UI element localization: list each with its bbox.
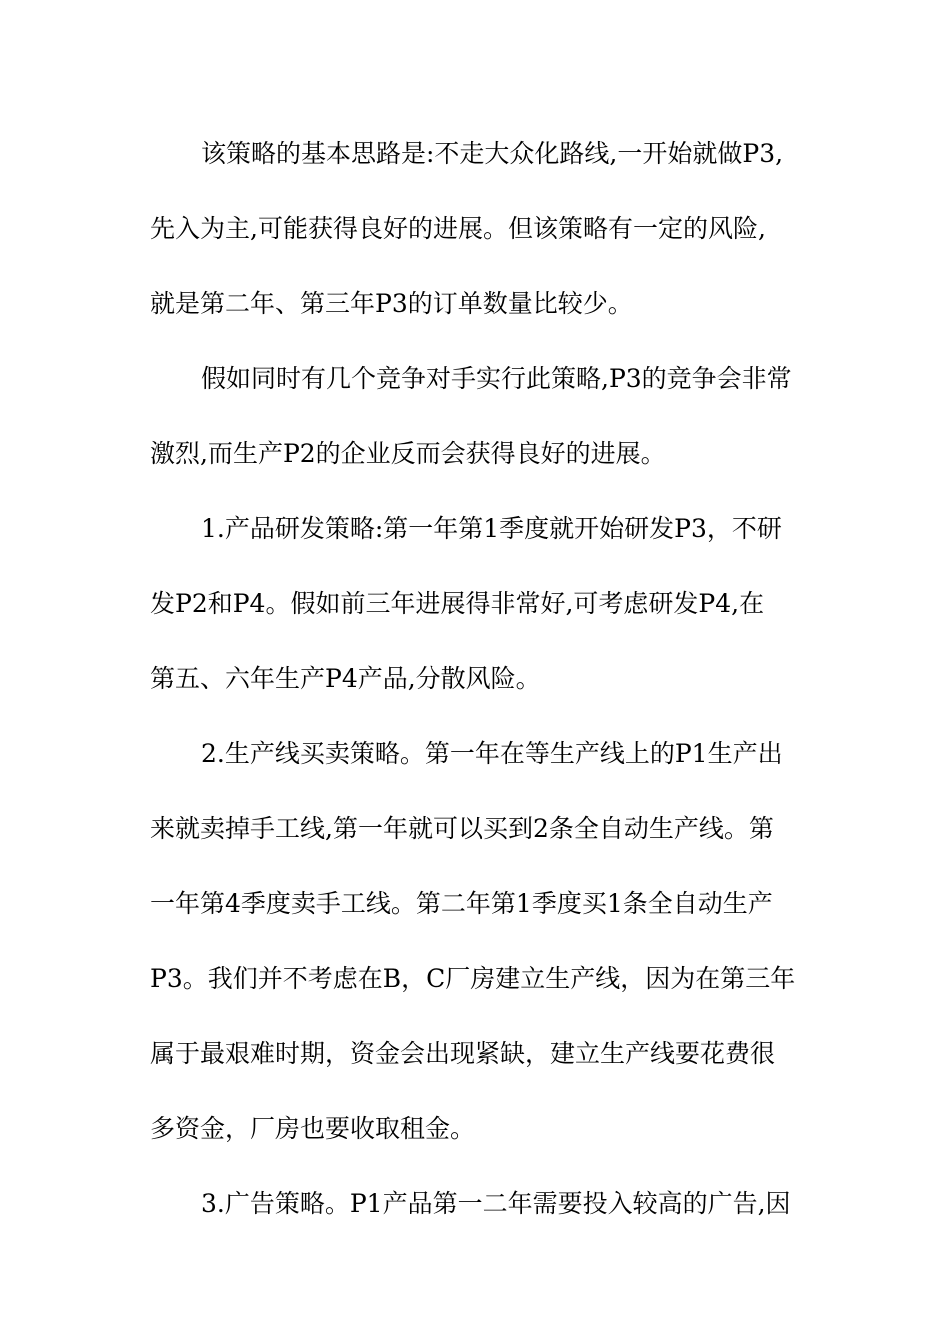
paragraph-3-line-1: 1.产品研发策略:第一年第1季度就开始研发P3，不研: [201, 514, 782, 543]
paragraph-4-line-2: 来就卖掉手工线,第一年就可以买到2条全自动生产线。第: [150, 814, 774, 843]
paragraph-1-line-2: 先入为主,可能获得良好的进展。但该策略有一定的风险,: [150, 214, 766, 243]
paragraph-1-line-1: 该策略的基本思路是:不走大众化路线,一开始就做P3,: [201, 139, 784, 168]
paragraph-1-line-3: 就是第二年、第三年P3的订单数量比较少。: [150, 289, 633, 318]
paragraph-4-line-3: 一年第4季度卖手工线。第二年第1季度买1条全自动生产: [150, 889, 773, 918]
document-body: [150, 116, 810, 1241]
paragraph-3-line-3: 第五、六年生产P4产品,分散风险。: [150, 664, 541, 693]
paragraph-3-line-2: 发P2和P4。假如前三年进展得非常好,可考虑研发P4,在: [150, 589, 765, 618]
paragraph-4-line-1: 2.生产线买卖策略。第一年在等生产线上的P1生产出: [201, 739, 783, 768]
paragraph-5-line-1: 3.广告策略。P1产品第一二年需要投入较高的广告,因: [201, 1189, 791, 1218]
paragraph-2-line-1: 假如同时有几个竞争对手实行此策略,P3的竞争会非常: [201, 364, 792, 393]
paragraph-2-line-2: 激烈,而生产P2的企业反而会获得良好的进展。: [150, 439, 666, 468]
paragraph-4-line-4: P3。我们并不考虑在B，C厂房建立生产线，因为在第三年: [150, 964, 796, 993]
paragraph-4-line-5: 属于最艰难时期，资金会出现紧缺，建立生产线要花费很: [150, 1039, 776, 1068]
paragraph-4-line-6: 多资金，厂房也要收取租金。: [150, 1114, 476, 1143]
